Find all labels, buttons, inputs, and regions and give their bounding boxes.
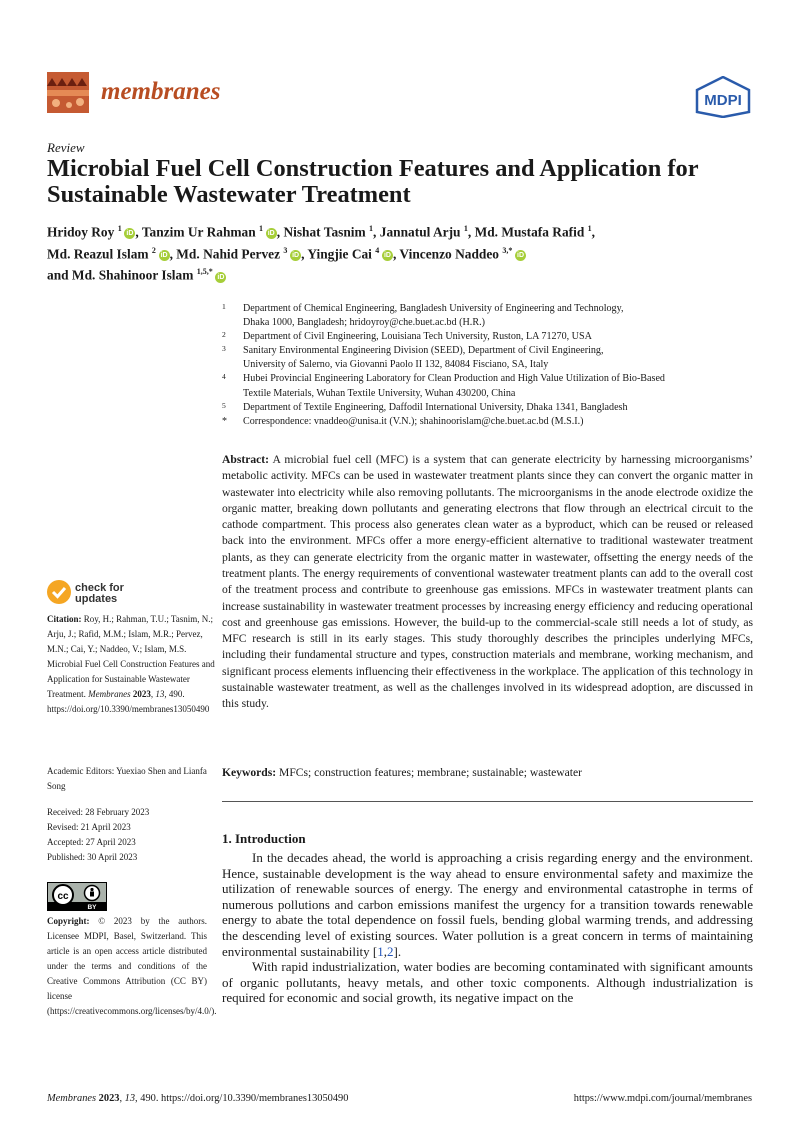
affiliation-number: *: [222, 415, 227, 427]
footer-doi-link[interactable]: , 490. https://doi.org/10.3390/membranes13050490: [135, 1093, 349, 1104]
author-affiliation-sup: 1,5,*: [196, 267, 213, 277]
author-affiliation-sup: 1: [587, 224, 592, 233]
author-name: Md. Reazul Islam: [47, 246, 149, 262]
affiliation-number: 4: [222, 372, 226, 382]
author-name: Md. Mustafa Rafid: [474, 224, 585, 240]
affiliation-line: Textile Materials, Wuhan Textile University, Wuhan 430200, China: [243, 387, 516, 399]
footer-volume: 13: [124, 1093, 136, 1104]
affiliation-line: Dhaka 1000, Bangladesh; hridoyroy@che.buet.ac.bd (H.R.): [243, 317, 485, 329]
abstract-label: Abstract:: [222, 453, 270, 466]
author-name: and Md. Shahinoor Islam: [47, 267, 194, 283]
keywords-label: Keywords:: [222, 766, 277, 779]
author-affiliation-sup: 3: [283, 245, 288, 255]
author-name: Vincenzo Naddeo: [399, 246, 499, 262]
affiliation-line: University of Salerno, via Giovanni Paolo II 132, 84084 Fisciano, SA, Italy: [243, 359, 549, 371]
orcid-icon[interactable]: iD: [517, 252, 525, 260]
author-affiliation-sup: 1: [117, 224, 122, 233]
introduction-body: [222, 850, 753, 1006]
affiliation-number: 2: [222, 330, 226, 340]
affiliation-line: Department of Civil Engineering, Louisiana Tech University, Ruston, LA 71270, USA: [243, 331, 592, 343]
mdpi-logo-text: MDPI: [704, 92, 742, 109]
copyright-label: Copyright:: [47, 916, 90, 926]
author-name: Nishat Tasnim: [283, 224, 366, 240]
affiliation-line: Hubei Provincial Engineering Laboratory for Clean Production and High Value Utilization of Bio-Based: [243, 373, 665, 385]
section-divider: [222, 801, 753, 802]
citation-label: Citation:: [47, 614, 82, 624]
orcid-icon[interactable]: iD: [217, 273, 225, 281]
footer-journal: Membranes: [47, 1093, 97, 1104]
author-name: Hridoy Roy: [47, 224, 115, 240]
copyright: [47, 914, 217, 1019]
citation-volume: 13: [155, 689, 165, 699]
reference-link-1[interactable]: 1: [377, 943, 384, 959]
cc-by-license-badge[interactable]: [47, 882, 107, 911]
citation: Citation: Roy, H.; Rahman, T.U.; Tasnim, N.; Arju, J.; Rafid, M.M.; Islam, M.R.; Pervez, M.N.; Cai, Y.; Naddeo, V.; Islam, M.S. Microbial Fuel Cell Construction Features and Application for Sustainable Wastewater Treatment. Membranes 2023, 13, 490. https://doi.org/10.3390/membranes13050490: [47, 614, 215, 714]
date-accepted: Accepted: 27 April 2023: [47, 837, 136, 847]
mdpi-logo: [694, 76, 752, 118]
citation-text: Roy, H.; Rahman, T.U.; Tasnim, N.; Arju, J.; Rafid, M.M.; Islam, M.R.; Pervez, M.N.; Cai, Y.; Naddeo, V.; Islam, M.S. Microbial Fuel Cell Construction Features and Application for Sustainable Wastewater Treatment.: [47, 614, 215, 699]
orcid-icon[interactable]: iD: [383, 252, 391, 260]
affiliation-line: Correspondence: vnaddeo@unisa.it (V.N.); shahinoorislam@che.buet.ac.bd (M.S.I.): [243, 415, 584, 427]
footer-citation: Membranes 2023, 13, 490. https://doi.org/10.3390/membranes13050490: [47, 1093, 349, 1104]
article-title: Microbial Fuel Cell Construction Features and Application for Sustainable Wastewater Treatment: [47, 155, 699, 208]
keywords-text: MFCs; construction features; membrane; sustainable; wastewater: [279, 766, 582, 779]
citation-year: 2023: [132, 689, 151, 699]
affiliation-line: Department of Textile Engineering, Daffodil International University, Dhaka 1341, Bangladesh: [243, 401, 628, 413]
check-for-updates-button[interactable]: [47, 580, 157, 610]
author-name: Jannatul Arju: [379, 224, 461, 240]
orcid-icon[interactable]: iD: [292, 252, 300, 260]
affiliation-number: 1: [222, 302, 226, 311]
date-received: Received: 28 February 2023: [47, 807, 150, 817]
date-published: Published: 30 April 2023: [47, 852, 138, 862]
affiliation-item: [222, 415, 762, 429]
affiliation-line: Department of Chemical Engineering, Bangladesh University of Engineering and Technology,: [243, 303, 624, 314]
affiliation-item: [222, 302, 762, 330]
article-type: Review: [47, 140, 85, 155]
affiliation-number: 5: [222, 400, 226, 410]
author-affiliation-sup: 3,*: [502, 245, 513, 255]
affiliation-number: 3: [222, 344, 226, 354]
abstract-text: A microbial fuel cell (MFC) is a system that can generate electricity by harnessing microorganisms’ metabolic activity. MFCs can be used in wastewater treatment plants since they can convert the organic matter in wastewater into electricity while also removing pollutants. The microorganisms in the anode electrode oxidize the organic matter, breaking down pollutants and generating electrons that flow through an electrical circuit to the cathode compartment. This process also generates clean water as a byproduct, which can be reused or released back into the environment. MFCs offer a more energy-efficient alternative to traditional wastewater treatment plants, as they can generate electricity from the organic matter in wastewater, offsetting the energy needs of the treatment plants. The energy requirements of conventional wastewater treatment plants can add to the overall cost of the treatment process and contribute to greenhouse gas emissions. MFCs in wastewater treatment plants can increase sustainability in wastewater treatment processes by increasing energy efficiency and reducing operational cost and greenhouse gas emissions. However, the build-up to the commercial-scale still needs a lot of study, as MFC research is still in its early stages. This study thoroughly describes the principles underlying MFCs, including their fundamental structure and types, construction materials and membrane, working mechanism, and significant process elements influencing their effectiveness in the workplace. The application of this technology in sustainable wastewater treatment, as well as the challenges involved in its widespread adoption, are discussed in this study.: [222, 453, 753, 711]
footer-year: 2023: [98, 1093, 120, 1104]
date-revised: Revised: 21 April 2023: [47, 822, 131, 832]
orcid-icon[interactable]: iD: [126, 230, 134, 238]
author-name: Md. Nahid Pervez: [176, 246, 281, 262]
affiliation-item: [222, 330, 762, 344]
keywords: [222, 766, 753, 779]
reference-link-2[interactable]: 2: [387, 943, 394, 959]
author-affiliation-sup: 1: [369, 224, 374, 233]
affiliation-item: [222, 344, 762, 372]
citation-doi[interactable]: , 490. https://doi.org/10.3390/membranes13050490: [47, 689, 210, 714]
orcid-icon[interactable]: iD: [267, 230, 275, 238]
journal-logo: [47, 72, 89, 113]
author-name: Tanzim Ur Rahman: [141, 224, 256, 240]
journal-name: membranes: [101, 78, 221, 105]
academic-editors: Academic Editors: Yuexiao Shen and Lianfa Song: [47, 766, 207, 791]
footer-journal-url[interactable]: https://www.mdpi.com/journal/membranes: [573, 1093, 752, 1104]
affiliation-item: [222, 401, 762, 415]
author-affiliation-sup: 2: [151, 245, 156, 255]
author-affiliation-sup: 1: [259, 224, 264, 233]
author-affiliation-sup: 4: [375, 245, 380, 255]
author-affiliation-sup: 1: [463, 224, 468, 233]
affiliation-line: Sanitary Environmental Engineering Division (SEED), Department of Civil Engineering,: [243, 345, 604, 357]
check-updates-line1: check for: [75, 582, 124, 594]
affiliations: [222, 302, 762, 429]
author-name: Yingjie Cai: [307, 246, 372, 262]
check-updates-icon: [47, 580, 71, 604]
affiliation-item: [222, 372, 762, 400]
abstract: [222, 452, 753, 713]
intro-paragraph-1: In the decades ahead, the world is approaching a crisis regarding energy and the environment. Hence, sustainable development is the way ahead to ensure environmental safety and maximize the utilization of renewable sources of energy. The energy and environmental catastrophe in terms of numerous pollutions and carbon emissions manifest the urgency for a transition towards renewable energy to abate the total dependence on fossil fuels, bending global warming trends, and addressing the descending level of existing sources. Water pollution is a great concern in terms of maintaining environmental sustainability [1,2].: [222, 850, 753, 959]
cc-label: BY: [87, 904, 97, 910]
publication-dates: [47, 805, 215, 865]
orcid-icon[interactable]: iD: [160, 252, 168, 260]
check-updates-line2: updates: [75, 593, 118, 605]
intro-paragraph-2: With rapid industrialization, water bodies are becoming contaminated with significant amounts of organic pollutants, heavy metals, and other toxic components. Although industrialization is required for economic and social growth, its negative impact on the: [222, 959, 753, 1006]
author-list: Hridoy Roy $^1$ iD , Tanzim Ur Rahman $^1$ iD , Nishat Tasnim $^1$, Jannatul Arju $^1$, Md. Mustafa Rafid $^1$, Md. Reazul Islam $^2$ iD , Md. Nahid Pervez $^3$ iD , Yingjie Cai $^4$ iD , Vincenzo Naddeo $^{3,*}$ iD and Md. Shahinoor Islam $^{1,5,*}$ iD: [47, 224, 596, 283]
citation-journal: Membranes: [88, 689, 131, 699]
copyright-text: © 2023 by the authors. Licensee MDPI, Basel, Switzerland. This article is an open access article distributed under the terms and conditions of the Creative Commons Attribution (CC BY) license (https://creativecommons.org/licenses/by/4.0/).: [47, 916, 217, 1016]
svg-text:cc: cc: [57, 891, 69, 902]
section-heading-introduction: 1. Introduction: [222, 831, 306, 846]
